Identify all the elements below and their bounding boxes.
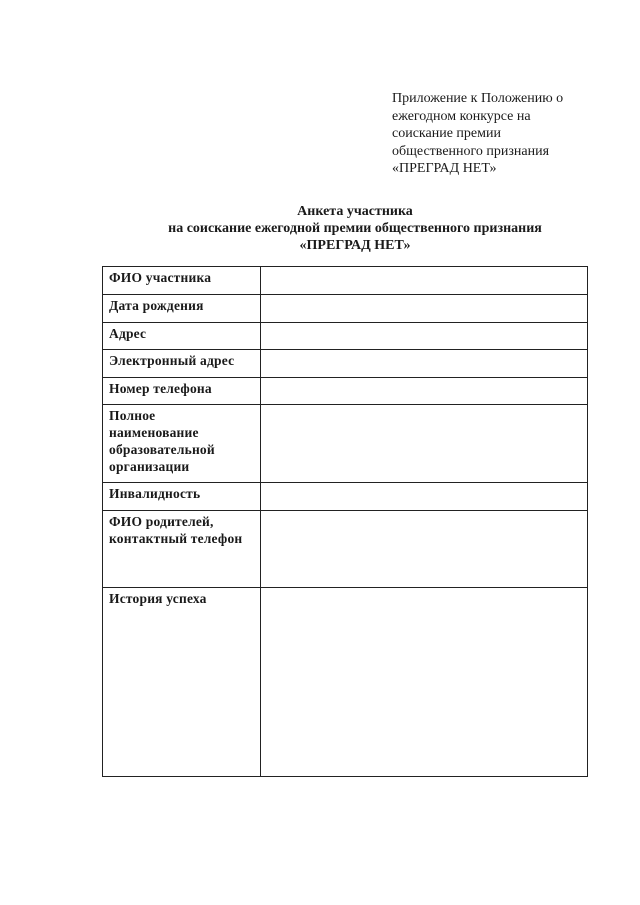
table-row: [103, 267, 588, 295]
field-value-address[interactable]: [261, 323, 588, 350]
table-row: [103, 588, 588, 777]
appendix-line: «ПРЕГРАД НЕТ»: [392, 161, 497, 176]
form-subtitle: на соискание ежегодной премии общественного признания: [168, 221, 542, 236]
table-row: [103, 323, 588, 350]
field-value-birth-date[interactable]: [261, 295, 588, 323]
table-row: [103, 511, 588, 588]
field-label-birth-date: Дата рождения: [103, 295, 261, 323]
field-label-parents: ФИО родителей, контактный телефон: [103, 511, 261, 588]
field-label-email: Электронный адрес: [103, 350, 261, 378]
field-label-organization: Полное наименование образовательной организации: [103, 405, 261, 483]
field-label-phone: Номер телефона: [103, 378, 261, 405]
field-value-success-story[interactable]: [261, 588, 588, 777]
form-title-block: [100, 203, 610, 254]
field-value-email[interactable]: [261, 350, 588, 378]
field-value-full-name[interactable]: [261, 267, 588, 295]
field-label-full-name: ФИО участника: [103, 267, 261, 295]
table-row: [103, 483, 588, 511]
table-row: [103, 295, 588, 323]
prize-name: «ПРЕГРАД НЕТ»: [299, 238, 411, 253]
field-label-address: Адрес: [103, 323, 261, 350]
application-form-table: [102, 266, 588, 777]
appendix-line: соискание премии: [392, 126, 501, 141]
field-value-parents[interactable]: [261, 511, 588, 588]
table-row: [103, 378, 588, 405]
field-value-disability[interactable]: [261, 483, 588, 511]
form-title: Анкета участника: [297, 204, 413, 219]
appendix-line: ежегодном конкурсе на: [392, 108, 531, 124]
field-value-organization[interactable]: [261, 405, 588, 483]
appendix-line: Приложение к Положению о: [392, 91, 564, 106]
table-row: [103, 405, 588, 483]
field-label-success-story: История успеха: [103, 588, 261, 777]
appendix-line: общественного признания: [392, 143, 550, 159]
field-value-phone[interactable]: [261, 378, 588, 405]
table-row: [103, 350, 588, 378]
appendix-note: [392, 90, 602, 178]
field-label-disability: Инвалидность: [103, 483, 261, 511]
